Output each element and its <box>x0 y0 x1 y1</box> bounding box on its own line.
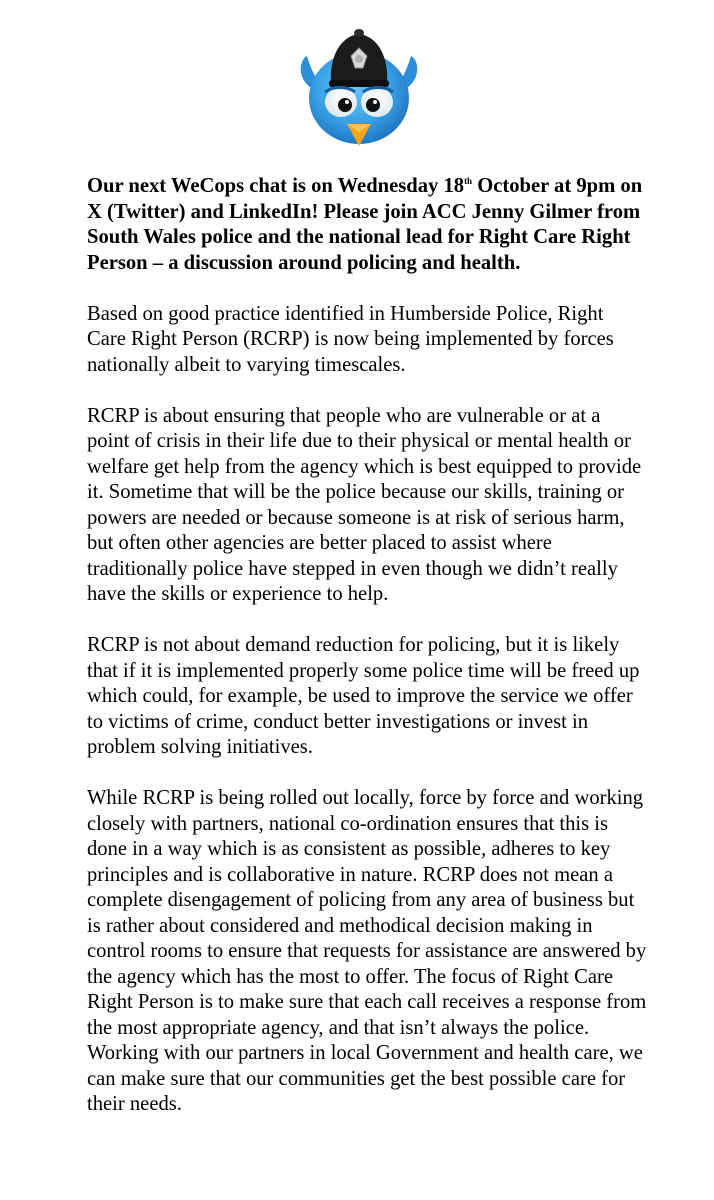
paragraph-rollout: While RCRP is being rolled out locally, force by force and working closely with partners, national co-ordination ensures that this is done in a way which is as consistent as possible, adheres to key principles and is collaborative in nature. RCRP does not mean a complete disengagement of policing from any area of business but is rather about considered and methodical decision making in control rooms to ensure that requests for assistance are answered by the agency which has the most to offer. The focus of Right Care Right Person is to make sure that each call receives a response from the most appropriate agency, and that isn’t always the police. Working with our partners in local Government and health care, we can make sure that our communities get the best possible care for their needs. <box>87 787 647 1115</box>
wecops-logo <box>297 26 421 152</box>
paragraph-rcrp-purpose: RCRP is about ensuring that people who are vulnerable or at a point of crisis in their life due to their physical or mental health or welfare get help from the agency which is best equipped to provide it. Sometime that will be the police because our skills, training or powers are needed or because someone is at risk of serious harm, but often other agencies are better placed to assist where traditionally police have stepped in even though we didn’t really have the skills or experience to help. <box>87 404 642 605</box>
date-ordinal-suffix: th <box>464 176 473 186</box>
intro-paragraph <box>87 174 647 276</box>
paragraph-background: Based on good practice identified in Humberside Police, Right Care Right Person (RCRP) is now being implemented by forces nationally albeit to varying timescales. <box>87 302 614 376</box>
police-bird-icon <box>297 26 421 152</box>
paragraph-demand: RCRP is not about demand reduction for policing, but it is likely that if it is implemented properly some police time will be freed up which could, for example, be used to improve the service we offer to victims of crime, conduct better investigations or invest in problem solving initiatives. <box>87 634 640 758</box>
intro-text-start: Our next WeCops chat is on Wednesday 18 <box>87 175 465 197</box>
intro-text-end: October at 9pm on X (Twitter) and LinkedIn! Please join ACC Jenny Gilmer from South Wales police and the national lead for Right Care Right Person – a discussion around policing and health. <box>87 175 643 274</box>
article-body <box>87 174 647 1118</box>
